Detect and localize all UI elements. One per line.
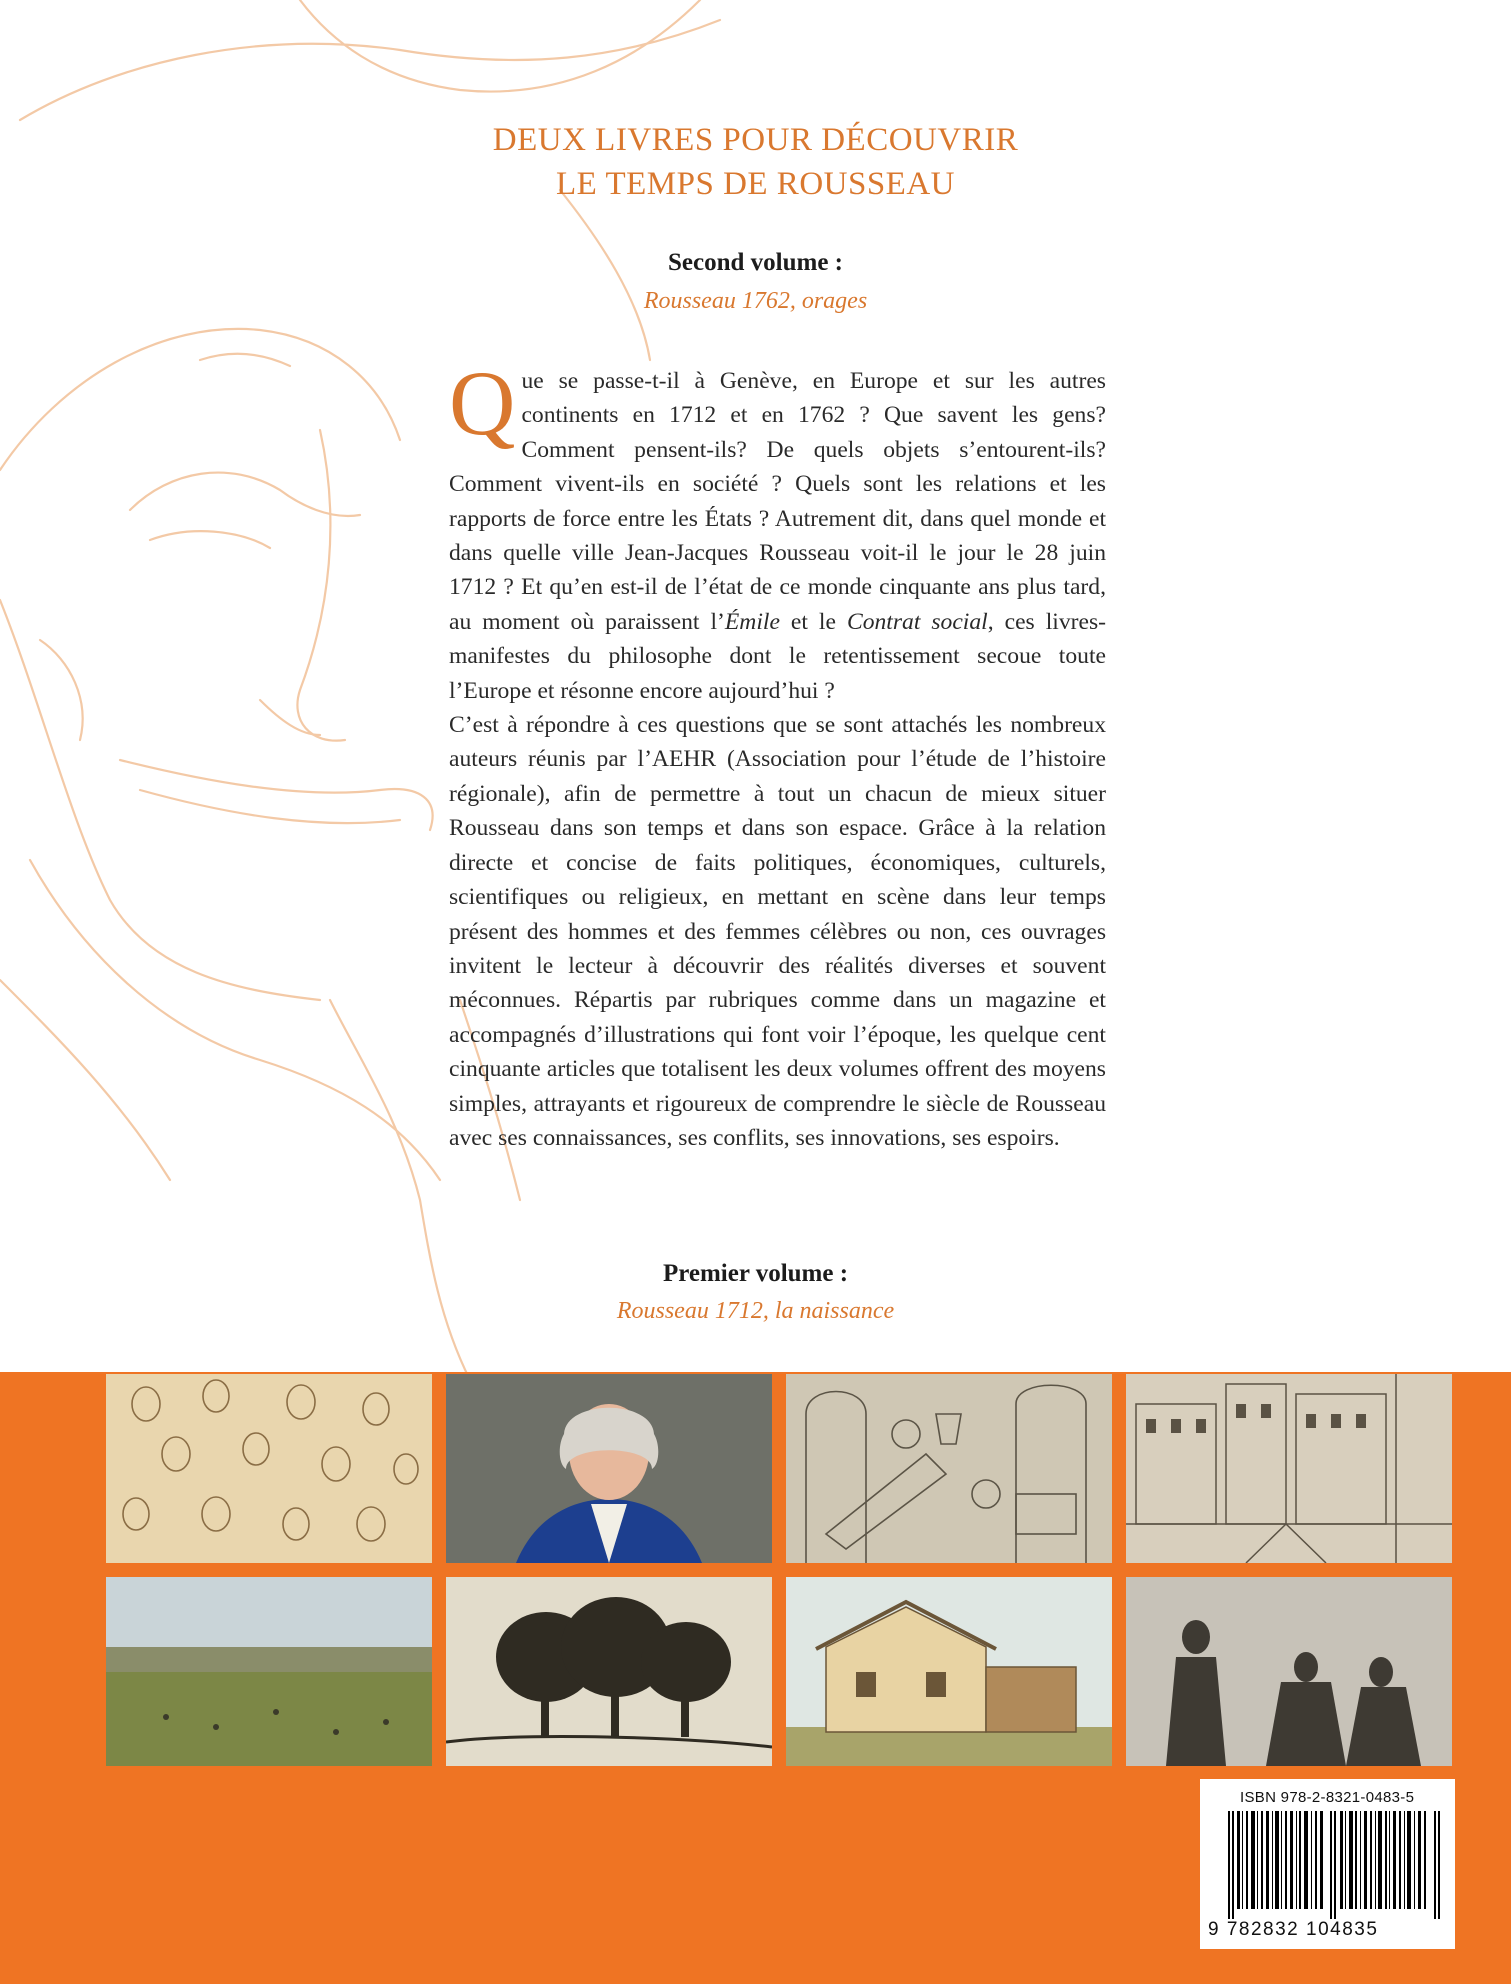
isbn-label: ISBN 978-2-8321-0483-5 [1240, 1789, 1415, 1806]
illustration-landscape-field [106, 1577, 432, 1766]
first-volume-label: Premier volume : [662, 1260, 849, 1287]
drop-cap: Q [449, 352, 516, 454]
illustration-woodcut-trees [446, 1577, 772, 1766]
contrat-social-title: Contrat social [846, 608, 988, 635]
cover-heading [0, 118, 1511, 206]
heading-line-2: LE TEMPS DE ROUSSEAU [555, 166, 956, 202]
first-volume-title: Rousseau 1712, la naissance [616, 1298, 895, 1324]
emile-title: Émile [724, 608, 780, 635]
illustration-engraving-cherubs [786, 1374, 1112, 1563]
description-text [449, 352, 1106, 1155]
illustration-city-street [1126, 1374, 1452, 1563]
paragraph-1-text-a: ue se passe-t-il à Genève, en Europe et sur les autres continents en 1712 et en 1762 ? Que savent les gens? Comment pensent-ils? De quels objets s’entourent-ils? Comment vivent-ils en société ? Quels sont les relations et les rapports de force entre les États ? Autrement dit, dans quel monde et dans quelle ville Jean-Jacques Rousseau voit-il le jour le 28 juin 1712 ? Et qu’en est-il de l’état de ce monde cinquante ans plus tard, au moment où paraissent l’ [449, 368, 1106, 635]
paragraph-2: C’est à répondre à ces questions que se sont attachés les nombreux auteurs réunis par l’AEHR (Association pour l’étude de l’histoire régionale), afin de permettre à tout un chacun de mieux situer Rousseau dans son temps et dans son espace. Grâce à la relation directe et concise de faits politiques, économiques, culturels, scientifiques ou religieux, en mettant en scène dans leur temps présent des hommes et des femmes célèbres ou non, ces ouvrages invitent le lecteur à découvrir des réalités diverses et souvent méconnues. Répartis par rubriques comme dans un magazine et accompagnés d’illustrations qui font voir l’époque, les quelque cent cinquante articles que totalisent les deux volumes offrent des moyens simples, attrayants et rigoureux de comprendre le siècle de Rousseau avec ses connaissances, ses conflits, ses innovations, ses espoirs. [449, 712, 1106, 1151]
illustration-portrait-painting [446, 1374, 772, 1563]
illustration-sketched-heads [106, 1374, 432, 1563]
paragraph-1-text-c: , ces livres-manifestes du philosophe dont le retentissement secoue toute l’Europe et résonne encore aujourd’hui ? [449, 608, 1106, 704]
second-volume-label: Second volume : [668, 249, 843, 276]
paragraph-1-text-b: et le [779, 608, 847, 635]
second-volume-title: Rousseau 1762, orages [643, 288, 868, 314]
barcode-box [1200, 1779, 1455, 1949]
heading-line-1: DEUX LIVRES POUR DÉCOUVRIR [492, 122, 1019, 158]
illustration-farmhouse [786, 1577, 1112, 1766]
barcode-bars [1228, 1811, 1440, 1919]
paragraph-1 [449, 352, 1106, 708]
barcode-digits: 9 782832 104835 [1208, 1919, 1379, 1940]
illustration-interior-scene [1126, 1577, 1452, 1766]
